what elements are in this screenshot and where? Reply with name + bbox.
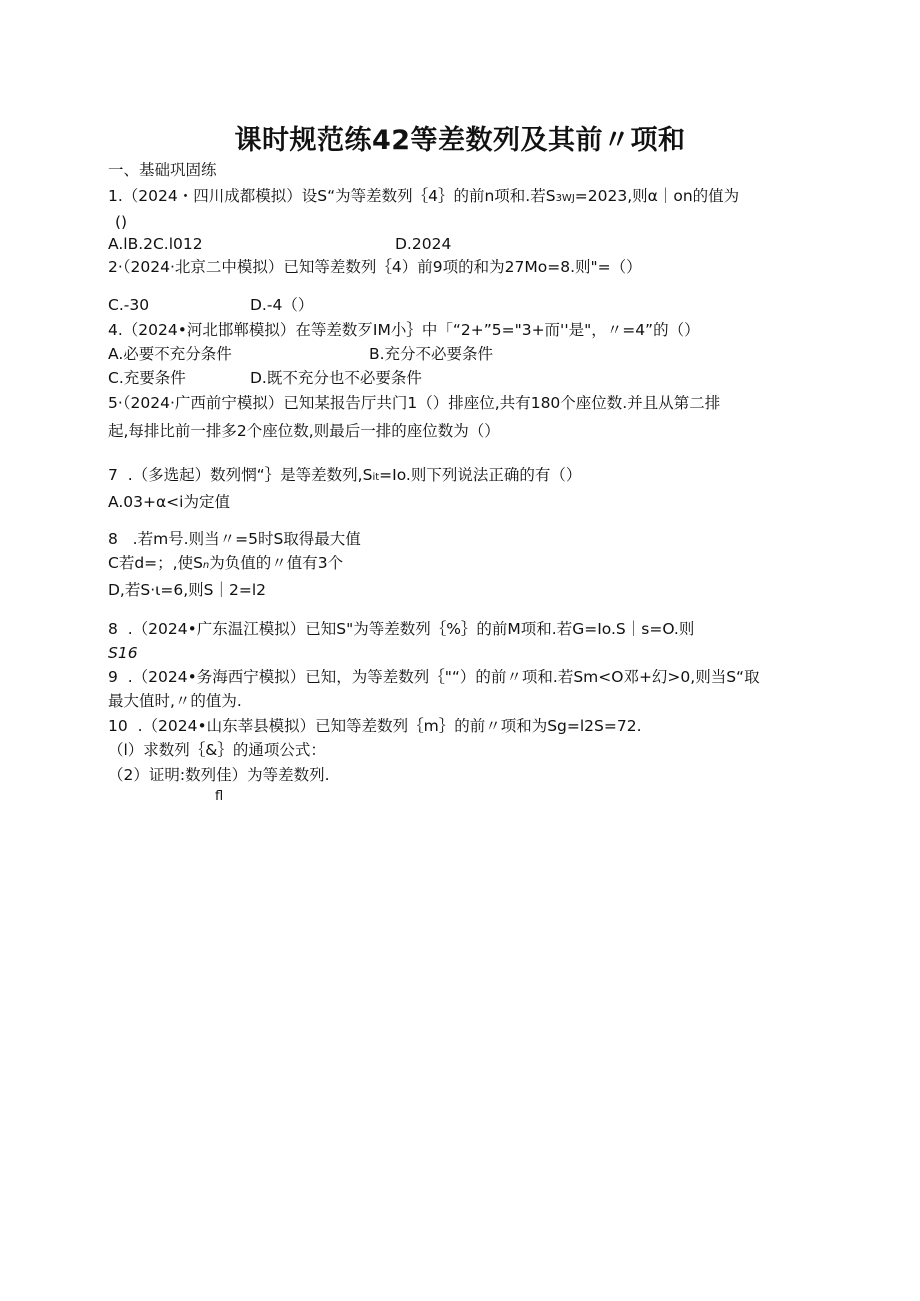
question-7 (108, 465, 581, 488)
question-4-option-c: C.充要条件 (108, 369, 186, 387)
question-10-part-2: （2）证明:数列佳）为等差数列. (108, 766, 330, 784)
section-heading: 一、基础巩固练 (108, 161, 217, 179)
question-1-text: 1.（2024・四川成都模拟）设S“为等差数列｛4｝的前n项和.若S (108, 187, 556, 205)
question-8a-option-c (108, 553, 343, 576)
question-10-part-1: （l）求数列｛&｝的通项公式： (108, 741, 326, 759)
question-1-answer-paren: () (115, 213, 128, 231)
question-8a-option-c-text: C若d=；,使S (108, 554, 203, 572)
question-7-option-a: A.03+α<i为定值 (108, 493, 230, 511)
question-1 (108, 186, 739, 209)
question-1-text-end: =2023,则α｜on的值为 (574, 187, 740, 205)
question-4: 4.（2024•河北邯郸模拟）在等差数歹IM小｝中「“2+”5="3+而''是"，〃=4”的（） (108, 321, 700, 339)
question-4-option-a: A.必要不充分条件 (108, 345, 232, 363)
question-2: 2·（2024·北京二中模拟）已知等差数列｛4）前9项的和为27Mo=8.则"=（） (108, 258, 642, 276)
question-4-option-b: B.充分不必要条件 (369, 345, 494, 363)
question-8a-option-d: D,若S·ι=6,则S｜2=l2 (108, 581, 267, 599)
question-7-subscript: it (372, 472, 380, 483)
question-1-subscript: 3WJ (555, 193, 575, 204)
question-8b: 8 .（2024•广东温江模拟）已知S"为等差数列｛%｝的前M项和.若G=Io.S｜s=O.则 (108, 620, 695, 638)
question-9-line-1: 9 .（2024•务海西宁模拟）已知，为等差数列｛"“）的前〃项和.若Sm<O邓+幻>0,则当S“取 (108, 668, 760, 686)
question-7-text: 7 .（多选起）数列惘“｝是等差数列,S (108, 466, 373, 484)
question-8b-answer: S16 (108, 644, 138, 662)
question-2-option-c: C.-30 (108, 296, 150, 314)
question-7-text-end: =Io.则下列说法正确的有（） (379, 466, 582, 484)
question-2-option-d: D.-4（） (250, 296, 314, 314)
question-8a: 8 .若m号.则当〃=5时S取得最大值 (108, 530, 361, 548)
question-8a-option-c-text-end: 为负值的〃值有3个 (209, 554, 344, 572)
question-5-line-1: 5·（2024·广西前宁模拟）已知某报告厅共门1（）排座位,共有180个座位数.并且从第二排 (108, 394, 721, 412)
question-9-line-2: 最大值时,〃的值为. (108, 692, 242, 710)
question-1-option-d: D.2024 (395, 235, 452, 253)
page-title: 课时规范练42等差数列及其前〃项和 (234, 125, 686, 156)
question-4-option-d: D.既不充分也不必要条件 (250, 369, 422, 387)
question-10: 10 .（2024•山东莘县模拟）已知等差数列｛m｝的前〃项和为Sg=l2S=72. (108, 717, 642, 735)
question-8a-option-c-subscript: n (202, 560, 210, 571)
question-5-line-2: 起,每排比前一排多2个座位数,则最后一排的座位数为（） (108, 422, 500, 440)
question-1-options-abc: A.lB.2C.l012 (108, 235, 203, 253)
question-10-fragment: fl (215, 789, 224, 804)
